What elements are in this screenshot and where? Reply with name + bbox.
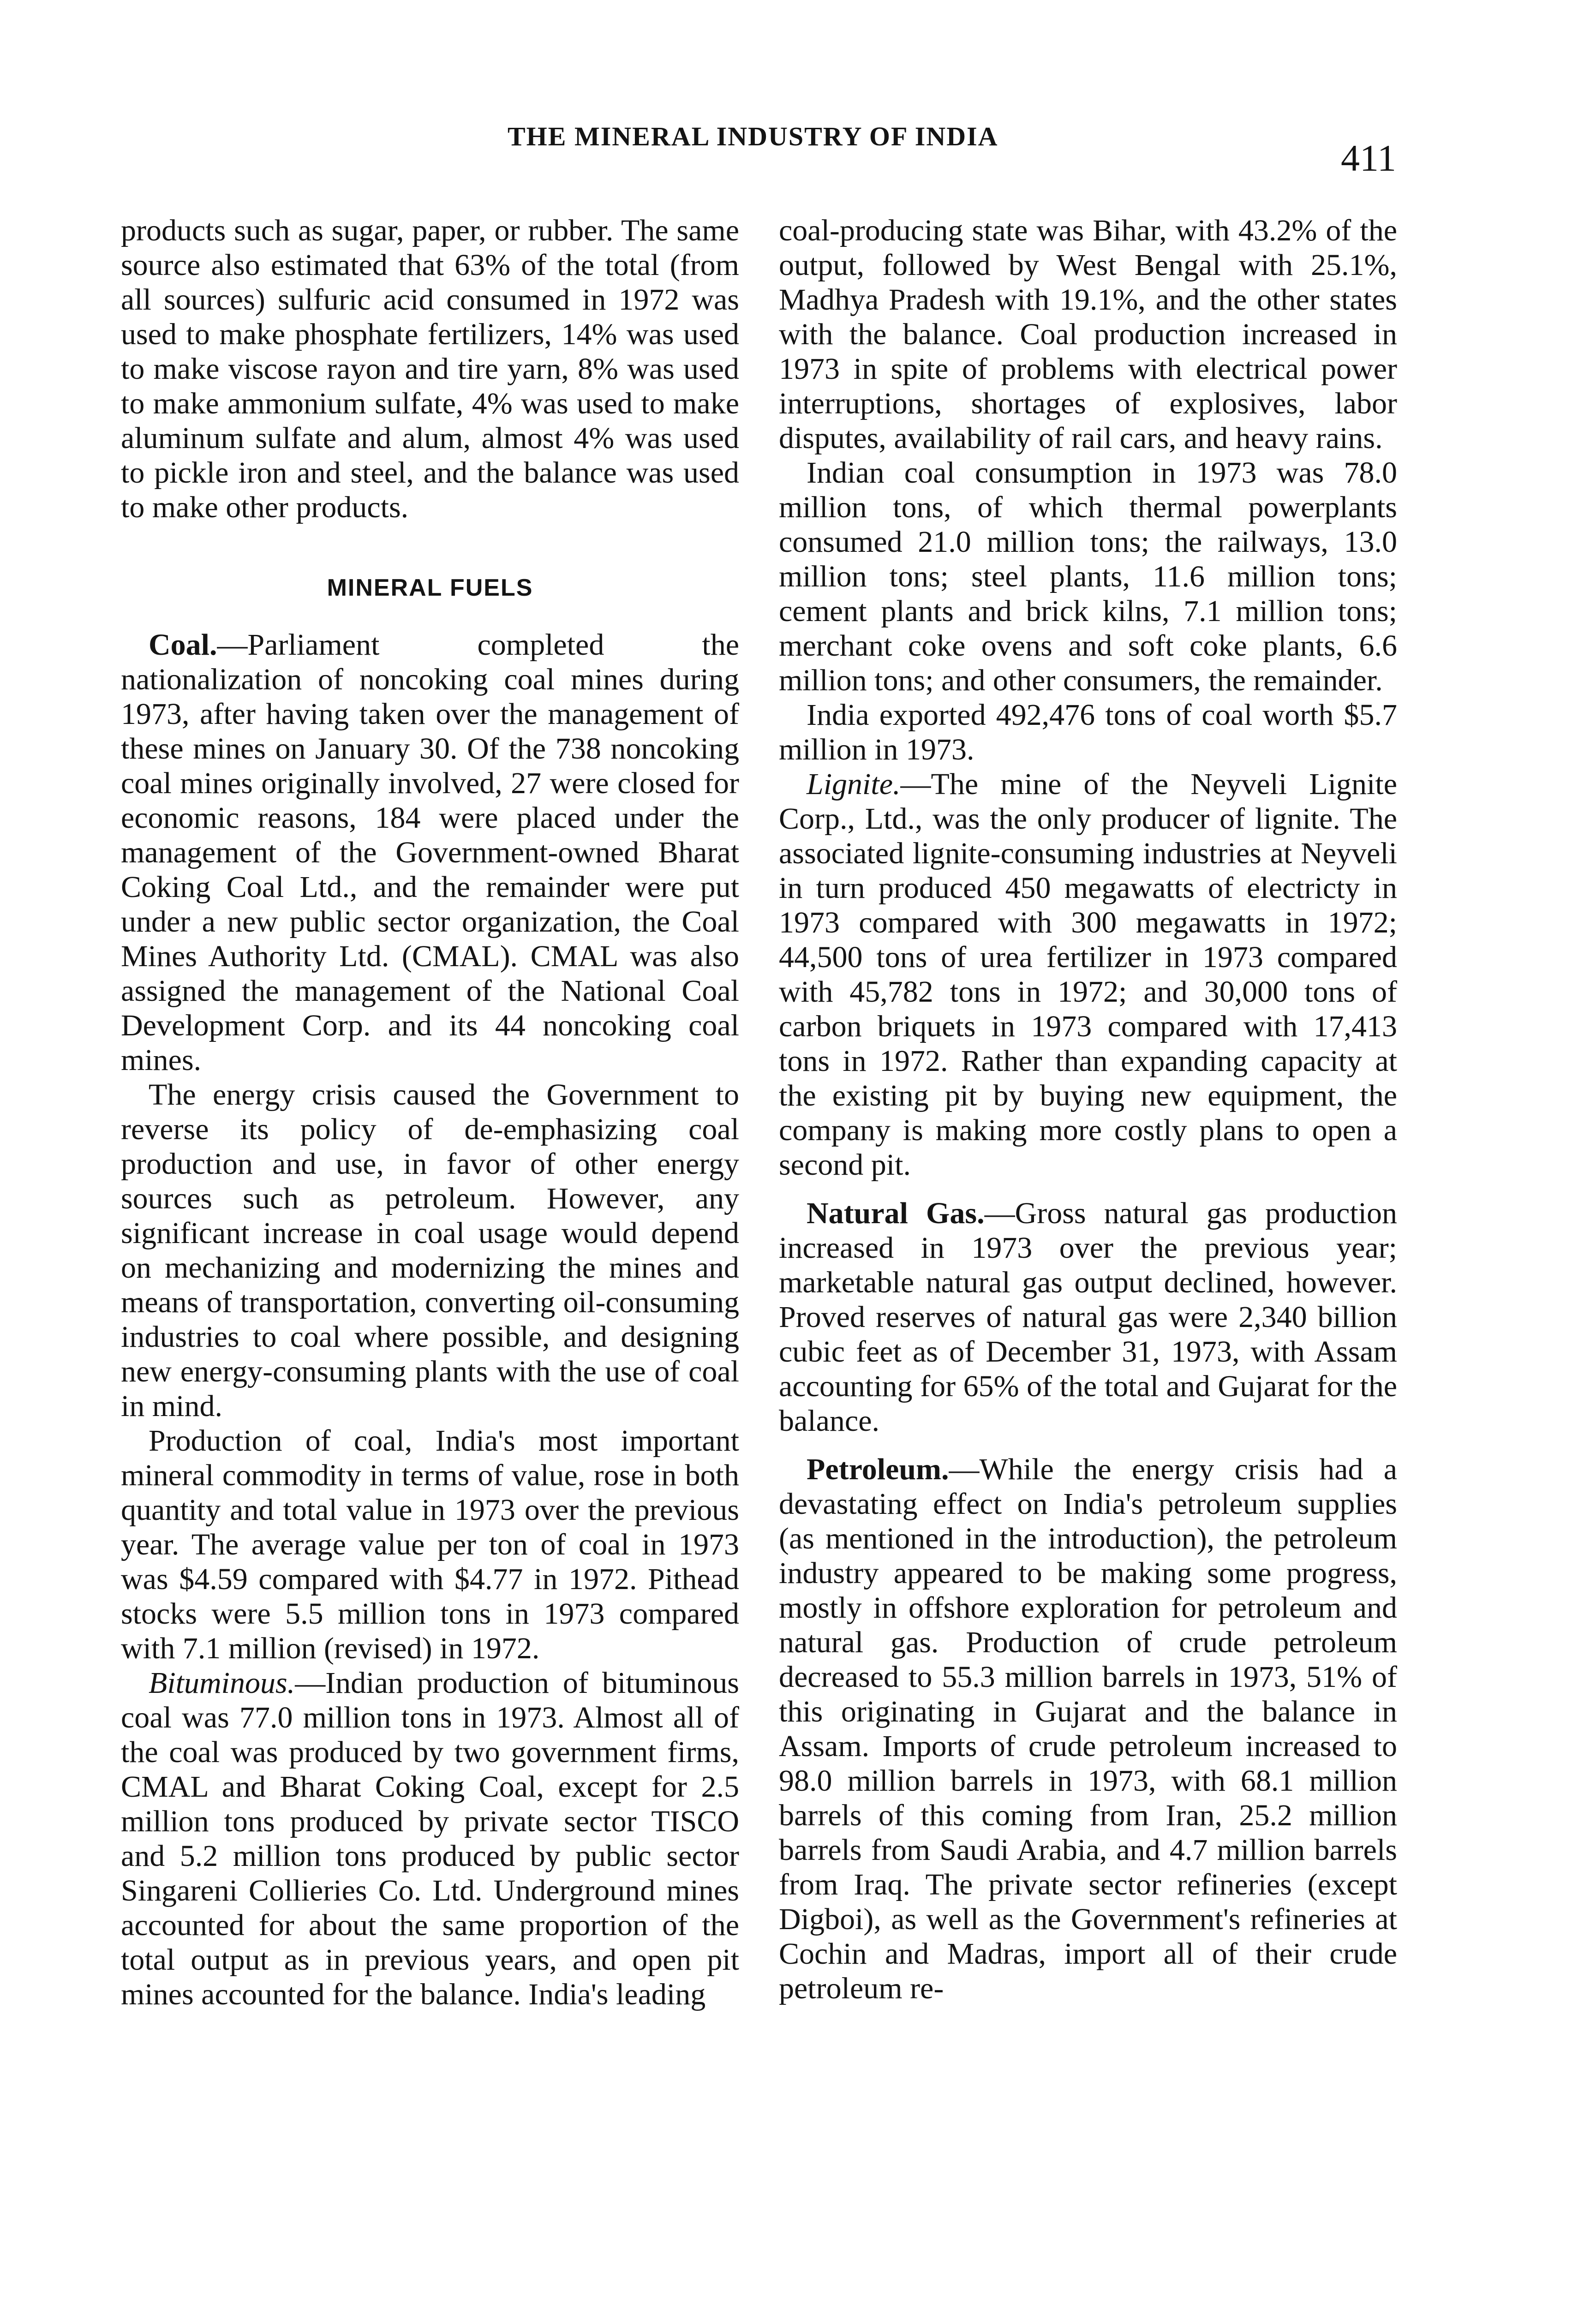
run-in-heading-bituminous: Bituminous. — [149, 1666, 295, 1700]
paragraph-coal — [121, 628, 739, 1077]
paragraph-coal-production: Production of coal, India's most important mineral commodity in terms of value, rose in both quantity and total value in 1973 over the previous year. The average value per ton of coal in 1973 was $4.59 compared with $4.77 in 1972. Pithead stocks were 5.5 million tons in 1973 compared with 7.1 million (revised) in 1972. — [121, 1424, 739, 1665]
section-heading-mineral-fuels: MINERAL FUELS — [327, 574, 533, 601]
running-title: THE MINERAL INDUSTRY OF INDIA — [508, 121, 998, 151]
paragraph-bituminous-text: —Indian production of bituminous coal was 77.0 million tons in 1973. Almost all of the coal was produced by two government firms, CMAL and Bharat Coking Coal, except for 2.5 million tons produced by private sector TISCO and 5.2 million tons produced by public sector Singareni Collieries Co. Ltd. Underground mines accounted for about the same proportion of the total output as in previous years, and open pit mines accounted for the balance. India's leading — [121, 1666, 739, 2011]
paragraph-lignite — [779, 767, 1397, 1182]
run-in-heading-natural-gas: Natural Gas. — [807, 1196, 985, 1230]
paragraph-coal-text: —Parliament completed the nationalization of noncoking coal mines during 1973, after having taken over the management of these mines on January 30. Of the 738 noncoking coal mines originally involved, 27 were closed for economic reasons, 184 were placed under the management of the Government-owned Bharat Coking Coal Ltd., and the remainder were put under a new public sector organization, the Coal Mines Authority Ltd. (CMAL). CMAL was also assigned the management of the National Coal Development Corp. and its 44 noncoking coal mines. — [121, 628, 739, 1077]
left-column — [121, 213, 739, 2012]
right-column — [779, 213, 1397, 2006]
paragraph-coal-consumption: Indian coal consumption in 1973 was 78.0 million tons, of which thermal powerplants consumed 21.0 million tons; the railways, 13.0 million tons; steel plants, 11.6 million tons; cement plants and brick kilns, 7.1 million tons; merchant coke ovens and soft coke plants, 6.6 million tons; and other consumers, the remainder. — [779, 456, 1397, 697]
paragraph-natural-gas — [779, 1196, 1397, 1438]
paragraph-coal-exports: India exported 492,476 tons of coal worth $5.7 million in 1973. — [779, 698, 1397, 766]
paragraph-bituminous — [121, 1666, 739, 2012]
paragraph-sulfuric-acid: products such as sugar, paper, or rubber. The same source also estimated that 63% of the total (from all sources) sulfuric acid consumed in 1972 was used to make phosphate fertilizers, 14% was used to make viscose rayon and tire yarn, 8% was used to make ammonium sulfate, 4% was used to make aluminum sulfate and alum, almost 4% was used to pickle iron and steel, and the balance was used to make other products. — [121, 214, 739, 524]
page-number: 411 — [1341, 137, 1396, 179]
paragraph-natural-gas-text: —Gross natural gas production increased in 1973 over the previous year; marketable natural gas output declined, however. Proved reserves of natural gas were 2,340 billion cubic feet as of December 31, 1973, with Assam accounting for 65% of the total and Gujarat for the balance. — [779, 1196, 1397, 1438]
paragraph-petroleum — [779, 1452, 1397, 2006]
run-in-heading-lignite: Lignite. — [807, 767, 901, 801]
paragraph-lignite-text: —The mine of the Neyveli Lignite Corp., Ltd., was the only producer of lignite. The associated lignite-consuming industries at Neyveli in turn produced 450 megawatts of electricty in 1973 compared with 300 megawatts in 1972; 44,500 tons of urea fertilizer in 1973 compared with 45,782 tons in 1972; and 30,000 tons of carbon briquets in 1973 compared with 17,413 tons in 1972. Rather than expanding capacity at the existing pit by buying new equipment, the company is making more costly plans to open a second pit. — [779, 767, 1397, 1182]
paragraph-coal-states: coal-producing state was Bihar, with 43.2% of the output, followed by West Bengal with 25.1%, Madhya Pradesh with 19.1%, and the other states with the balance. Coal production increased in 1973 in spite of problems with electrical power interruptions, shortages of explosives, labor disputes, availability of rail cars, and heavy rains. — [779, 214, 1397, 455]
run-in-heading-petroleum: Petroleum. — [807, 1452, 949, 1486]
paragraph-energy-crisis: The energy crisis caused the Government to reverse its policy of de-emphasizing coal production and use, in favor of other energy sources such as petroleum. However, any significant increase in coal usage would depend on mechanizing and modernizing the mines and means of transportation, converting oil-consuming industries to coal where possible, and designing new energy-consuming plants with the use of coal in mind. — [121, 1078, 739, 1423]
paragraph-petroleum-text: —While the energy crisis had a devastating effect on India's petroleum supplies (as mentioned in the introduction), the petroleum industry appeared to be making some progress, mostly in offshore exploration for petroleum and natural gas. Production of crude petroleum decreased to 55.3 million barrels in 1973, 51% of this originating in Gujarat and the balance in Assam. Imports of crude petroleum increased to 98.0 million barrels in 1973, with 68.1 million barrels of this coming from Iran, 25.2 million barrels from Saudi Arabia, and 4.7 million barrels from Iraq. The private sector refineries (except Digboi), as well as the Government's refineries at Cochin and Madras, import all of their crude petroleum re- — [779, 1452, 1397, 2005]
run-in-heading-coal: Coal. — [149, 628, 217, 662]
